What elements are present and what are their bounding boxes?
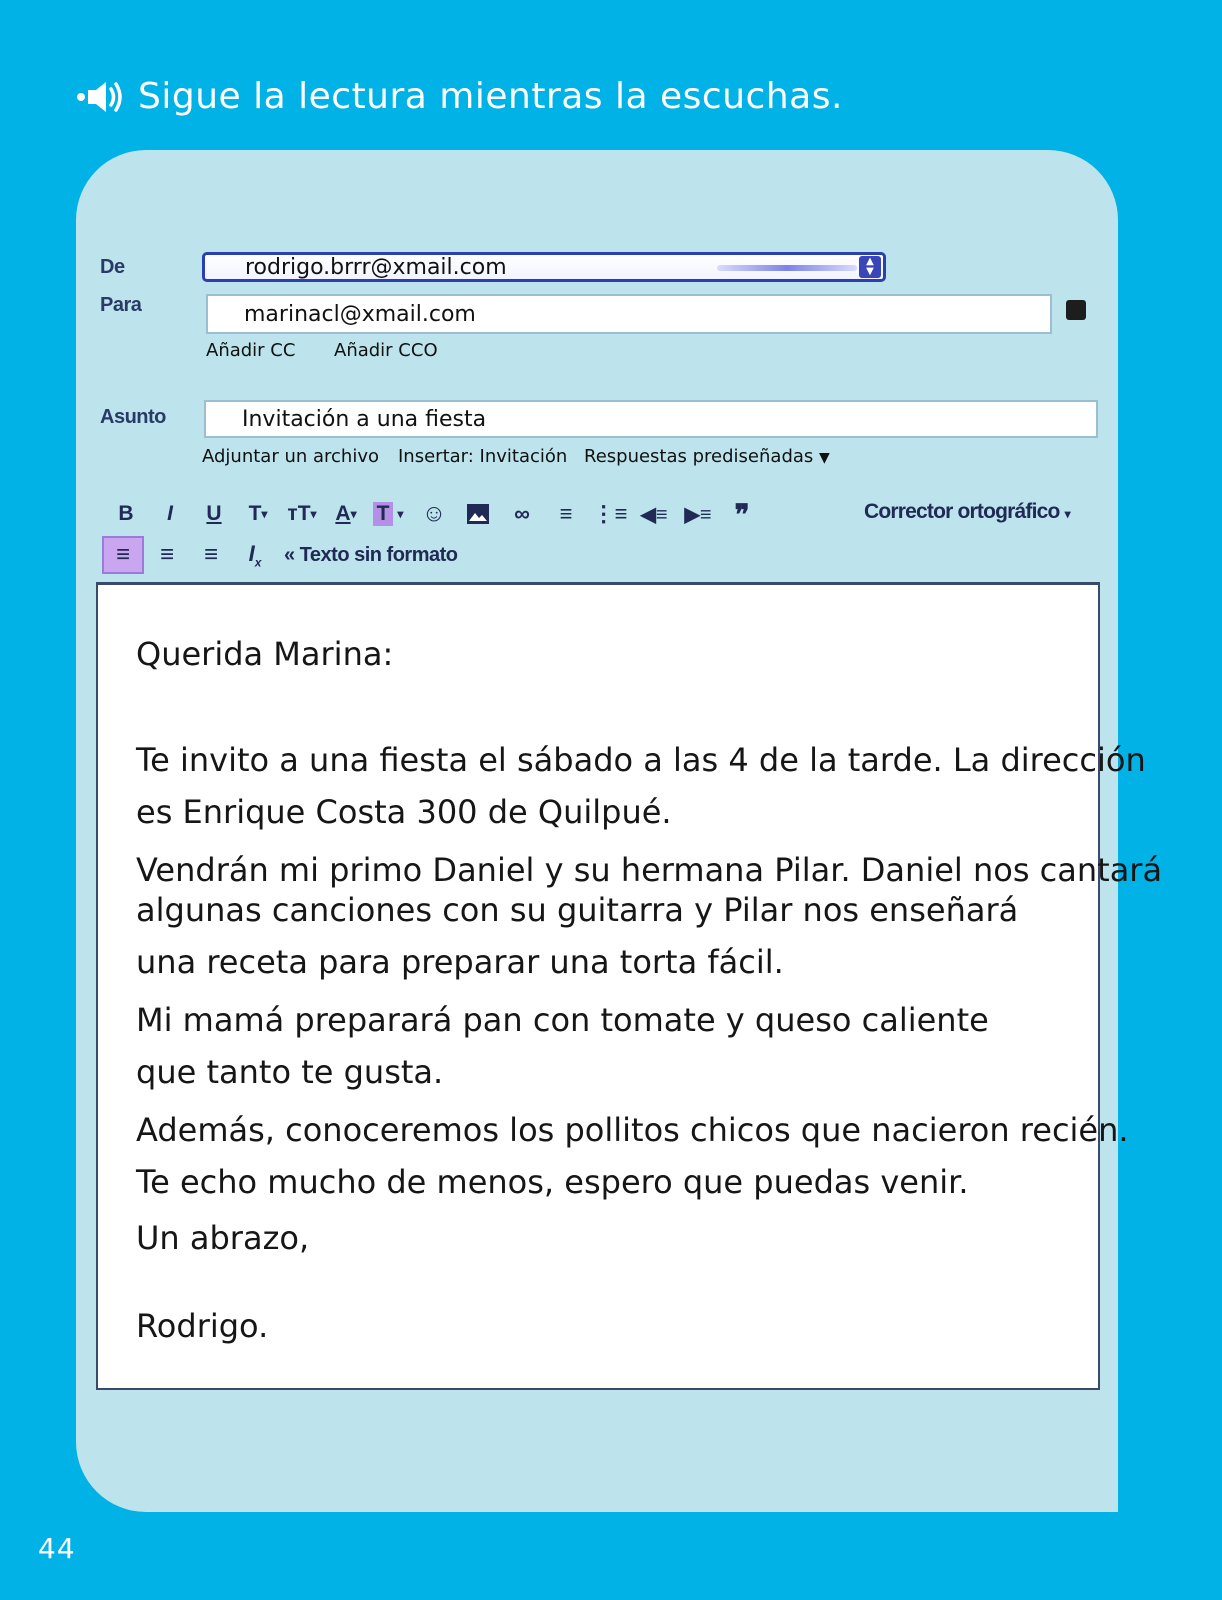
from-scroll-track [717, 265, 857, 271]
instruction [76, 76, 843, 117]
link-icon: ∞ [514, 501, 530, 526]
highlight-color-button[interactable] [370, 496, 410, 532]
insert-image-button[interactable] [458, 496, 498, 532]
subject-value: Invitación a una fiesta [242, 406, 487, 432]
caret-icon: ▾ [1064, 507, 1070, 521]
underline-glyph: U [206, 502, 222, 525]
from-value: rodrigo.brrr@xmail.com [245, 254, 507, 280]
outdent-icon: ◀≡ [640, 503, 668, 526]
text-color-glyph: A [335, 502, 351, 525]
body-line: que tanto te gusta. [136, 1053, 444, 1091]
formatting-toolbar [106, 496, 766, 532]
add-cc-link[interactable]: Añadir CC [206, 340, 296, 361]
subject-field[interactable] [204, 400, 1098, 438]
page-number: 44 [38, 1532, 76, 1565]
align-left-icon: ≡ [115, 541, 130, 568]
spell-check-label: Corrector ortográfico [864, 500, 1060, 523]
highlight-glyph: T [373, 502, 394, 526]
body-line: es Enrique Costa 300 de Quilpué. [136, 793, 672, 831]
insert-invitation-link[interactable]: Insertar: Invitación [398, 446, 568, 467]
font-button[interactable] [238, 496, 278, 532]
attach-file-link[interactable]: Adjuntar un archivo [202, 446, 379, 467]
caret-icon: ▾ [261, 507, 268, 521]
message-body[interactable] [96, 582, 1100, 1390]
body-line: Te echo mucho de menos, espero que puedas venir. [136, 1163, 969, 1201]
plain-text-label: « Texto sin formato [284, 543, 458, 566]
body-line: una receta para preparar una torta fácil. [136, 943, 784, 981]
image-icon [466, 503, 490, 525]
text-color-button[interactable] [326, 496, 366, 532]
font-size-button[interactable] [282, 496, 322, 532]
chevron-updown-icon[interactable]: ▲ ▼ [859, 256, 881, 278]
font-glyph: T [248, 502, 262, 525]
canned-responses-label: Respuestas prediseñadas [584, 446, 814, 467]
quote-button[interactable] [722, 496, 762, 532]
align-left-button[interactable] [102, 536, 144, 574]
indent-less-button[interactable] [634, 496, 674, 532]
numbered-list-icon: ≡ [559, 501, 573, 526]
popout-icon[interactable] [1066, 300, 1086, 320]
insert-link-button[interactable] [502, 496, 542, 532]
italic-glyph: I [167, 502, 173, 525]
body-line: Querida Marina: [136, 635, 394, 673]
quote-icon: ❞ [734, 498, 750, 530]
instruction-text: Sigue la lectura mientras la escuchas. [138, 76, 843, 117]
caret-icon: ▾ [310, 507, 317, 521]
align-right-button[interactable] [190, 536, 232, 574]
italic-button[interactable] [150, 496, 190, 532]
body-line: algunas canciones con su guitarra y Pilar nos enseñará [136, 891, 1019, 929]
from-select[interactable] [202, 252, 886, 282]
plain-text-button[interactable] [278, 536, 458, 574]
caret-icon: ▾ [397, 507, 404, 521]
bold-button[interactable] [106, 496, 146, 532]
bulleted-list-icon: ⋮≡ [592, 501, 628, 526]
spell-check-button[interactable] [864, 500, 1070, 524]
formatting-toolbar-row2 [102, 536, 460, 574]
underline-button[interactable] [194, 496, 234, 532]
from-label: De [100, 256, 125, 278]
to-value: marinacl@xmail.com [244, 301, 476, 327]
numbered-list-button[interactable] [546, 496, 586, 532]
bold-glyph: B [118, 502, 134, 525]
align-center-button[interactable] [146, 536, 188, 574]
body-line: Vendrán mi primo Daniel y su hermana Pilar. Daniel nos cantará [136, 851, 1163, 889]
canned-responses-link[interactable] [584, 446, 830, 467]
clear-format-icon: $I_x$ [248, 540, 262, 570]
remove-formatting-button[interactable] [234, 536, 276, 574]
indent-more-button[interactable] [678, 496, 718, 532]
emoji-button[interactable] [414, 496, 454, 532]
subject-label: Asunto [100, 406, 166, 428]
chevron-down-icon: ▼ [819, 450, 830, 466]
align-right-icon: ≡ [203, 541, 218, 568]
smiley-icon: ☺ [421, 500, 447, 527]
body-line: Mi mamá preparará pan con tomate y queso caliente [136, 1001, 989, 1039]
add-bcc-link[interactable]: Añadir CCO [334, 340, 438, 361]
speaker-icon[interactable] [76, 80, 124, 114]
bulleted-list-button[interactable] [590, 496, 630, 532]
body-line: Un abrazo, [136, 1219, 310, 1257]
align-center-icon: ≡ [159, 541, 174, 568]
indent-icon: ▶≡ [684, 503, 712, 526]
font-size-glyph: тT [287, 502, 311, 525]
to-label: Para [100, 294, 142, 316]
body-line: Además, conoceremos los pollitos chicos que nacieron recién. [136, 1111, 1129, 1149]
to-field[interactable] [206, 294, 1052, 334]
body-line: Rodrigo. [136, 1307, 269, 1345]
body-line: Te invito a una fiesta el sábado a las 4 de la tarde. La dirección [136, 741, 1146, 779]
caret-icon: ▾ [350, 507, 357, 521]
